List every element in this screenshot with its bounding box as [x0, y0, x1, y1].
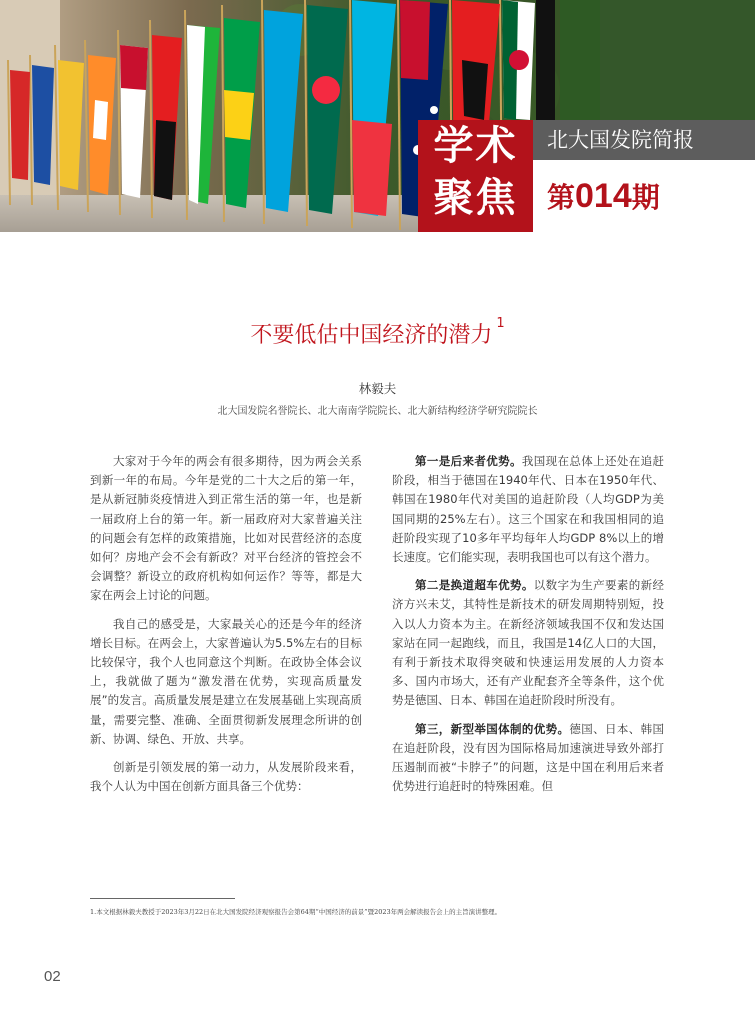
section-tag-line1: 学术 [433, 123, 518, 169]
paragraph-body: 我国现在总体上还处在追赶阶段，相当于德国在1940年代、日本在1950年代、韩国在1980年代对美国的追赶阶段（人均GDP为美国同期的25%左右）。这三个国家在和我国相同的追赶阶段实现了10多年平均每年人均GDP 8%以上的增长速度。它们能实现，表明我国也可以有这个潜力。 [392, 454, 664, 565]
paragraph-body: 以数字为生产要素的新经济方兴未艾，其特性是新技术的研发周期特别短，投入以人力资本为主。在新经济领域我国不仅和发达国家站在同一起跑线，而且，我国是14亿人口的大国，有利于新技术取得突破和快速运用发展的人力资本多、国内市场大，还有产业配套齐全等条件，这个优势是德国、日本、韩国在追赶阶段时所没有。 [392, 578, 664, 708]
paragraph: 大家对于今年的两会有很多期待，因为两会关系到新一年的布局。今年是党的二十大之后的第一年，是从新冠肺炎疫情进入到正常生活的第一年，也是新一届政府上台的第一年。新一届政府对大家普遍关注的问题会有怎样的政策措施，比如对民营经济的态度如何？房地产会不会有新政？对平台经济的管控会不会调整？新设立的政府机构如何运作？等等，都是大家在两会上讨论的问题。 [90, 454, 362, 603]
paragraph [392, 452, 664, 567]
paragraph [392, 576, 664, 710]
article-title [0, 318, 755, 349]
publication-name: 北大国发院简报 [533, 120, 755, 160]
footnote: 1.本文根据林毅夫教授于2023年3月22日在北大国发院经济观察报告会第64期“中国经济的前景”暨2023年两会解读报告会上的主旨演讲整理。 [90, 908, 502, 916]
footnote-divider [90, 898, 235, 899]
issue-prefix: 第 [547, 181, 576, 214]
header-banner [0, 0, 755, 232]
paragraph: 创新是引领发展的第一动力，从发展阶段来看，我个人认为中国在创新方面具备三个优势： [90, 760, 362, 794]
paragraph-lead: 第二是换道超车优势。 [415, 578, 534, 593]
issue-number [533, 160, 755, 232]
left-column [90, 452, 362, 805]
title-footnote-mark[interactable]: 1 [496, 316, 505, 331]
section-tag-line2: 聚焦 [433, 175, 518, 221]
section-tag [418, 120, 533, 232]
page-number: 02 [44, 968, 61, 985]
article-title-text: 不要低估中国经济的潜力 [250, 323, 493, 348]
paragraph-lead: 第三，新型举国体制的优势。 [415, 721, 570, 736]
paragraph-body: 德国、日本、韩国在追赶阶段，没有因为国际格局加速演进导致外部打压遏制而被“卡脖子”的问题，这是中国在利用后来者优势进行追赶时的特殊困难。但 [392, 721, 664, 794]
paragraph [392, 720, 664, 797]
author-affiliation: 北大国发院名誉院长、北大南南学院院长、北大新结构经济学研究院院长 [217, 406, 538, 417]
article-author: 林毅夫 [358, 381, 397, 396]
paragraph: 我自己的感受是，大家最关心的还是今年的经济增长目标。在两会上，大家普遍认为5.5%左右的目标比较保守，我个人也同意这个判断。在政协全体会议上，我就做了题为“激发潜在优势，实现高质量发展”的发言。高质量发展是建立在发展基础上实现高质量，需要完整、准确、全面贯彻新发展理念所讲的创新、协调、绿色、开放、共享。 [90, 616, 362, 746]
paragraph-lead: 第一是后来者优势。 [415, 454, 522, 468]
issue-suffix: 期 [631, 181, 660, 214]
right-column [392, 452, 664, 805]
issue-digits: 014 [575, 177, 632, 215]
